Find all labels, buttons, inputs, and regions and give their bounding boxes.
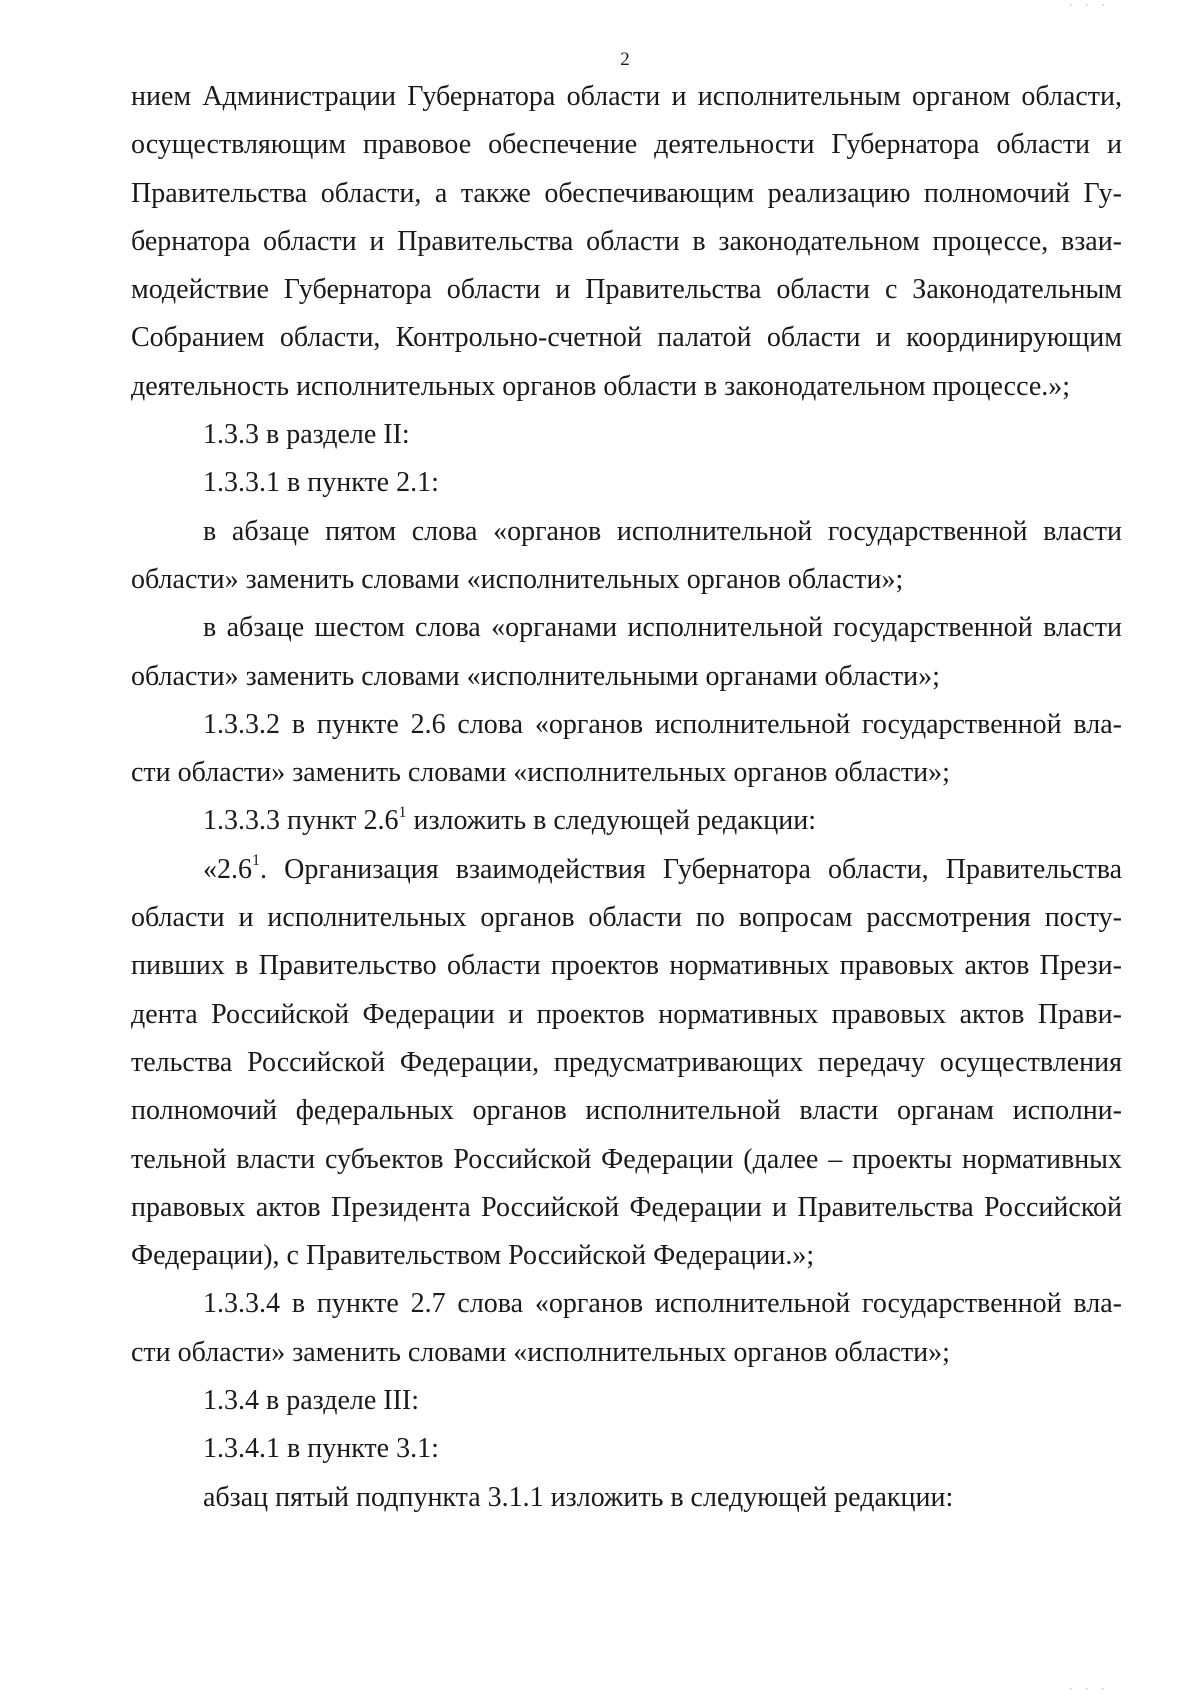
text-line: Правительства области, а также обеспечивающим реализацию полномочий Гу- (131, 177, 1122, 209)
text-line: абзац пятый подпункта 3.1.1 изложить в следующей редакции: (203, 1481, 954, 1513)
text-line: нием Администрации Губернатора области и исполнительным органом области, (131, 81, 1122, 112)
scan-edge-mark: · · · (1067, 1684, 1108, 1695)
superscript: 1 (398, 804, 407, 822)
text-line: 1.3.3.2 в пункте 2.6 слова «органов исполнительной государственной вла- (203, 708, 1122, 740)
text-line: сти области» заменить словами «исполнительных органов области»; (131, 757, 950, 789)
text-line: области» заменить словами «исполнительных органов области»; (131, 563, 904, 595)
text-line: 1.3.3.4 в пункте 2.7 слова «органов исполнительной государственной вла- (203, 1288, 1122, 1320)
clause-ref: 1.3.3.3 пункт 2.6 (203, 805, 399, 837)
text-line: бернатора области и Правительства области в законодательном процессе, взаи- (131, 225, 1122, 257)
text-line: области и исполнительных органов области по вопросам рассмотрения посту- (131, 902, 1122, 934)
section-heading: 1.3.4 в разделе III: (203, 1385, 420, 1417)
clause-ref: «2.6 (203, 853, 252, 885)
text-line: в абзаце пятом слова «органов исполнительной государственной власти (203, 515, 1122, 547)
text-line: дента Российской Федерации и проектов нормативных правовых актов Прави- (131, 998, 1122, 1030)
text-line: полномочий федеральных органов исполнительной власти органам исполни- (131, 1095, 1122, 1127)
page-number: 2 (620, 49, 630, 70)
document-body (131, 73, 1122, 1522)
text-line: сти области» заменить словами «исполнительных органов области»; (131, 1336, 950, 1368)
subsection-heading: 1.3.3.1 в пункте 2.1: (203, 467, 439, 499)
text-line (131, 797, 1122, 845)
text-line: деятельность исполнительных органов области в законодательном процессе.»; (131, 370, 1071, 402)
clause-text: . Организация взаимодействия Губернатора области, Правительства (260, 853, 1122, 885)
text-line: тельной власти субъектов Российской Федерации (далее – проекты нормативных (131, 1143, 1122, 1175)
superscript: 1 (252, 852, 260, 870)
section-heading: 1.3.3 в разделе II: (203, 419, 410, 451)
clause-text: изложить в следующей редакции: (406, 805, 816, 837)
text-line: в абзаце шестом слова «органами исполнительной государственной власти (203, 612, 1122, 644)
text-line: пивших в Правительство области проектов нормативных правовых актов Прези- (131, 950, 1122, 982)
text-line: тельства Российской Федерации, предусматривающих передачу осуществления (131, 1046, 1122, 1078)
text-line: модействие Губернатора области и Правительства области с Законодательным (131, 274, 1122, 306)
text-line: Федерации), с Правительством Российской Федерации.»; (131, 1240, 815, 1272)
subsection-heading: 1.3.4.1 в пункте 3.1: (203, 1433, 439, 1465)
text-line: осуществляющим правовое обеспечение деятельности Губернатора области и (131, 129, 1122, 161)
text-line: Собранием области, Контрольно-счетной палатой области и координирующим (131, 322, 1122, 354)
text-line: правовых актов Президента Российской Федерации и Правительства Российской (131, 1191, 1122, 1223)
text-line (131, 846, 1122, 894)
text-line: области» заменить словами «исполнительными органами области»; (131, 660, 940, 692)
scan-edge-mark: · · · (1067, 0, 1108, 11)
